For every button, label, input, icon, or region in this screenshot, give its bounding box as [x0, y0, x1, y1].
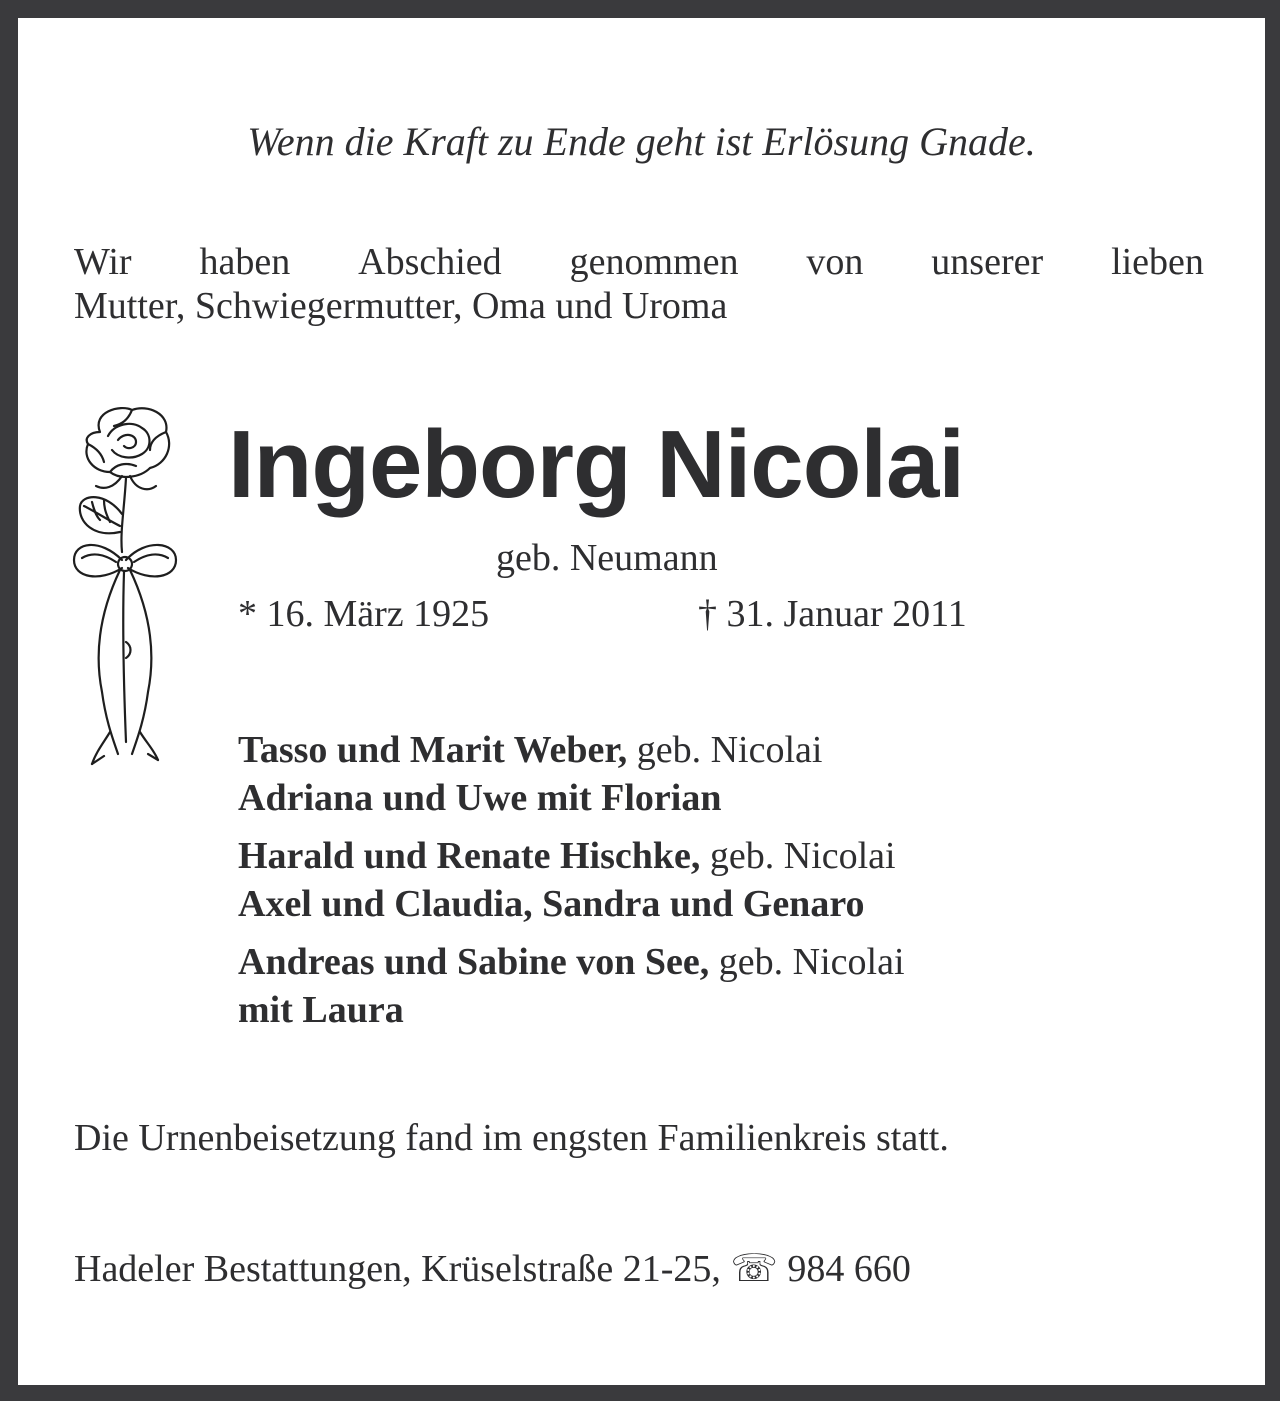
intro-word: Wir	[74, 241, 132, 283]
family-line-2	[238, 986, 905, 1034]
maiden-name: geb. Neumann	[496, 537, 718, 579]
death-date: † 31. Januar 2011	[698, 593, 967, 635]
burial-note: Die Urnenbeisetzung fand im engsten Familienkreis statt.	[74, 1117, 949, 1159]
family-group	[238, 938, 905, 1034]
family-line-2	[238, 774, 905, 822]
family-line-2	[238, 880, 905, 928]
obituary-card	[18, 18, 1265, 1385]
family-line	[238, 832, 905, 880]
intro-text	[74, 240, 1204, 328]
family-names: Tasso und Marit Weber,	[238, 729, 628, 771]
family-group	[238, 832, 905, 928]
family-line	[238, 726, 905, 774]
undertaker-line	[74, 1246, 911, 1291]
family-descendants: mit Laura	[238, 989, 404, 1031]
deceased-name: Ingeborg Nicolai	[228, 411, 965, 518]
intro-word: von	[806, 241, 864, 283]
intro-line-2: Mutter, Schwiegermutter, Oma und Uroma	[74, 285, 728, 327]
family-maiden-suffix: geb. Nicolai	[709, 941, 905, 983]
family-line	[238, 938, 905, 986]
family-maiden-suffix: geb. Nicolai	[627, 729, 823, 771]
intro-word: Abschied	[358, 241, 502, 283]
family-maiden-suffix: geb. Nicolai	[700, 835, 896, 877]
family-names: Andreas und Sabine von See,	[238, 941, 710, 983]
intro-word: haben	[199, 241, 291, 283]
family-descendants: Adriana und Uwe mit Florian	[238, 777, 722, 819]
rose-icon	[70, 402, 180, 772]
intro-word: unserer	[931, 241, 1044, 283]
family-list	[238, 726, 905, 1044]
intro-word: genommen	[569, 241, 739, 283]
birth-date: * 16. März 1925	[238, 593, 490, 635]
family-descendants: Axel und Claudia, Sandra und Genaro	[238, 883, 865, 925]
intro-line-1	[74, 240, 1204, 284]
intro-word: lieben	[1111, 241, 1204, 283]
motto: Wenn die Kraft zu Ende geht ist Erlösung Gnade.	[247, 119, 1036, 164]
undertaker-address: Hadeler Bestattungen, Krüselstraße 21-25,	[74, 1248, 721, 1290]
undertaker-phone: 984 660	[787, 1248, 911, 1290]
family-names: Harald und Renate Hischke,	[238, 835, 701, 877]
telephone-icon: ☏	[730, 1248, 778, 1290]
family-group	[238, 726, 905, 822]
